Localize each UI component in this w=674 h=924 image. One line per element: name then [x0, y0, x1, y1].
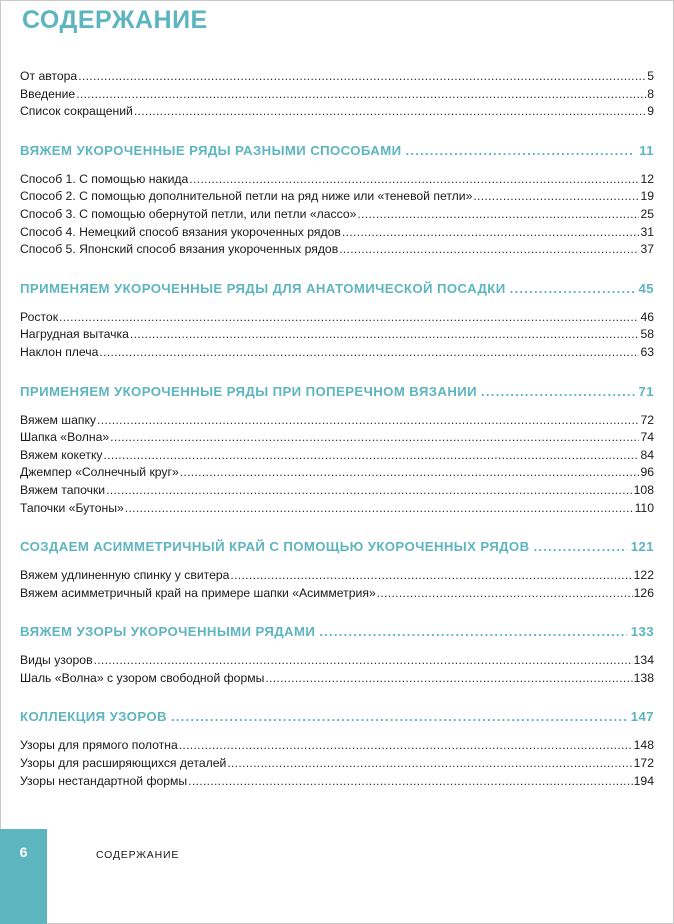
- section-page: 11: [639, 142, 654, 158]
- toc-entry-page: 31: [640, 224, 654, 239]
- toc-entry-page: 63: [640, 344, 654, 359]
- toc-entry-title: Вяжем асимметричный край на примере шапки «Асимметрия»: [20, 585, 376, 600]
- toc-entry-title: Способ 4. Немецкий способ вязания укороченных рядов: [20, 224, 341, 239]
- toc-entry-page: 72: [640, 412, 654, 427]
- toc-entry[interactable]: [20, 464, 654, 482]
- section-title: СОЗДАЕМ АСИММЕТРИЧНЫЙ КРАЙ С ПОМОЩЬЮ УКОРОЧЕННЫХ РЯДОВ: [20, 539, 530, 555]
- toc-entry[interactable]: [20, 585, 654, 603]
- section-title: ПРИМЕНЯЕМ УКОРОЧЕННЫЕ РЯДЫ ПРИ ПОПЕРЕЧНОМ ВЯЗАНИИ: [20, 383, 478, 399]
- dot-leader: [130, 326, 640, 344]
- toc-entry[interactable]: [20, 652, 654, 670]
- toc-entry-page: 37: [640, 242, 654, 257]
- toc-entry-page: 138: [633, 670, 654, 685]
- toc-entry[interactable]: [20, 737, 654, 755]
- dot-leader: [405, 141, 635, 161]
- toc-entry[interactable]: [20, 206, 654, 224]
- toc-entry-intro-0[interactable]: [20, 68, 654, 86]
- toc-entry-page: 84: [640, 447, 654, 462]
- toc-entry-page: 9: [647, 104, 654, 119]
- toc-entry[interactable]: [20, 344, 654, 362]
- toc-entry-page: 5: [647, 69, 654, 83]
- dot-leader: [94, 652, 633, 670]
- toc-entry-page: 8: [647, 86, 654, 101]
- toc-entry-page: 19: [640, 189, 654, 204]
- toc-section-heading-1[interactable]: [20, 141, 654, 161]
- toc-entry-title: Способ 1. С помощью накида: [20, 171, 189, 186]
- toc-entry-title: Вяжем удлиненную спинку у свитера: [20, 568, 230, 583]
- toc-entry[interactable]: [20, 755, 654, 773]
- toc-entry-title: Шапка «Волна»: [20, 430, 110, 445]
- toc-entry-title: Шаль «Волна» с узором свободной формы: [20, 670, 265, 685]
- toc-entry[interactable]: [20, 482, 654, 500]
- toc-entry-title: Способ 3. С помощью обернутой петли, или петли «лассо»: [20, 206, 357, 221]
- toc-entry-page: 96: [640, 465, 654, 480]
- toc-entry-title: Узоры для прямого полотна: [20, 738, 178, 753]
- toc-entry-page: 122: [633, 568, 654, 583]
- section-title: ВЯЖЕМ УКОРОЧЕННЫЕ РЯДЫ РАЗНЫМИ СПОСОБАМИ: [20, 142, 402, 158]
- section-page: 147: [630, 709, 654, 725]
- section-title: ПРИМЕНЯЕМ УКОРОЧЕННЫЕ РЯДЫ ДЛЯ АНАТОМИЧЕСКОЙ ПОСАДКИ: [20, 280, 506, 296]
- toc-section-heading-6[interactable]: [20, 707, 654, 727]
- dot-leader: [339, 241, 639, 259]
- toc-entry-page: 74: [640, 430, 654, 445]
- running-title: СОДЕРЖАНИЕ: [96, 849, 180, 861]
- section-title: ВЯЖЕМ УЗОРЫ УКОРОЧЕННЫМИ РЯДАМИ: [20, 624, 316, 640]
- toc-entry[interactable]: [20, 447, 654, 465]
- dot-leader: [510, 279, 635, 299]
- dot-leader: [319, 622, 627, 642]
- toc-entry-title: Виды узоров: [20, 653, 93, 668]
- toc-entry[interactable]: [20, 429, 654, 447]
- toc-entry[interactable]: [20, 241, 654, 259]
- toc-entry[interactable]: [20, 773, 654, 791]
- toc-entry-title: Введение: [20, 86, 76, 101]
- toc-section-heading-5[interactable]: [20, 622, 654, 642]
- toc-section-heading-4[interactable]: [20, 537, 654, 557]
- toc-entry-intro-1[interactable]: [20, 86, 654, 104]
- page-number: 6: [19, 844, 28, 860]
- dot-leader: [188, 773, 632, 791]
- toc-entry-title: Способ 2. С помощью дополнительной петли на ряд ниже или «теневой петли»: [20, 189, 473, 204]
- dot-leader: [189, 171, 639, 189]
- toc-entry-title: Вяжем шапку: [20, 412, 97, 427]
- toc-entry[interactable]: [20, 326, 654, 344]
- intro-list: [20, 68, 654, 121]
- dot-leader: [106, 482, 633, 500]
- dot-leader: [180, 464, 640, 482]
- dot-leader: [99, 344, 639, 362]
- dot-leader: [171, 707, 627, 727]
- toc-entry[interactable]: [20, 224, 654, 242]
- toc-entry-page: 108: [633, 482, 654, 497]
- toc-entry[interactable]: [20, 188, 654, 206]
- dot-leader: [342, 224, 640, 242]
- dot-leader: [357, 206, 639, 224]
- toc-entry-title: Джемпер «Солнечный круг»: [20, 465, 179, 480]
- dot-leader: [110, 429, 639, 447]
- toc-entry-page: 58: [640, 327, 654, 342]
- toc-entry[interactable]: [20, 500, 654, 518]
- dot-leader: [104, 447, 640, 465]
- dot-leader: [473, 188, 639, 206]
- section-page: 45: [638, 280, 654, 296]
- dot-leader: [78, 68, 646, 86]
- dot-leader: [59, 309, 639, 327]
- toc-entry-title: Вяжем кокетку: [20, 447, 103, 462]
- toc-entry[interactable]: [20, 309, 654, 327]
- table-of-contents: [20, 68, 654, 790]
- toc-entry-title: От автора: [20, 69, 78, 83]
- toc-section-heading-3[interactable]: [20, 382, 654, 402]
- toc-entry[interactable]: [20, 567, 654, 585]
- section-page: 121: [630, 539, 654, 555]
- toc-entry-intro-2[interactable]: [20, 103, 654, 121]
- toc-entry-title: Тапочки «Бутоны»: [20, 500, 124, 515]
- toc-entry-title: Список сокращений: [20, 104, 133, 119]
- toc-entry-title: Наклон плеча: [20, 344, 99, 359]
- toc-entry[interactable]: [20, 412, 654, 430]
- dot-leader: [134, 103, 646, 121]
- section-page: 133: [630, 624, 654, 640]
- page-title: СОДЕРЖАНИЕ: [22, 6, 208, 34]
- toc-entry-page: 126: [633, 585, 654, 600]
- dot-leader: [125, 500, 634, 518]
- toc-entry-page: 12: [640, 171, 654, 186]
- section-page: 71: [638, 383, 654, 399]
- dot-leader: [481, 382, 635, 402]
- toc-entry-title: Росток: [20, 309, 59, 324]
- section-title: КОЛЛЕКЦИЯ УЗОРОВ: [20, 709, 167, 725]
- toc-entry-title: Узоры нестандартной формы: [20, 773, 188, 788]
- dot-leader: [230, 567, 632, 585]
- dot-leader: [377, 585, 633, 603]
- toc-entry-page: 172: [633, 756, 654, 771]
- toc-entry[interactable]: [20, 171, 654, 189]
- toc-section-heading-2[interactable]: [20, 279, 654, 299]
- dot-leader: [179, 737, 633, 755]
- dot-leader: [534, 537, 627, 557]
- toc-entry-page: 148: [633, 738, 654, 753]
- dot-leader: [97, 412, 639, 430]
- toc-entry-title: Нагрудная вытачка: [20, 327, 129, 342]
- toc-entry-page: 46: [640, 309, 654, 324]
- toc-entry-title: Способ 5. Японский способ вязания укороченных рядов: [20, 242, 339, 257]
- dot-leader: [265, 670, 632, 688]
- toc-entry[interactable]: [20, 670, 654, 688]
- toc-entry-title: Вяжем тапочки: [20, 482, 106, 497]
- toc-entry-title: Узоры для расширяющихся деталей: [20, 756, 227, 771]
- toc-entry-page: 25: [640, 206, 654, 221]
- toc-entry-page: 134: [633, 653, 654, 668]
- dot-leader: [227, 755, 632, 773]
- toc-entry-page: 194: [633, 773, 654, 788]
- toc-entry-page: 110: [634, 500, 654, 515]
- dot-leader: [76, 86, 646, 104]
